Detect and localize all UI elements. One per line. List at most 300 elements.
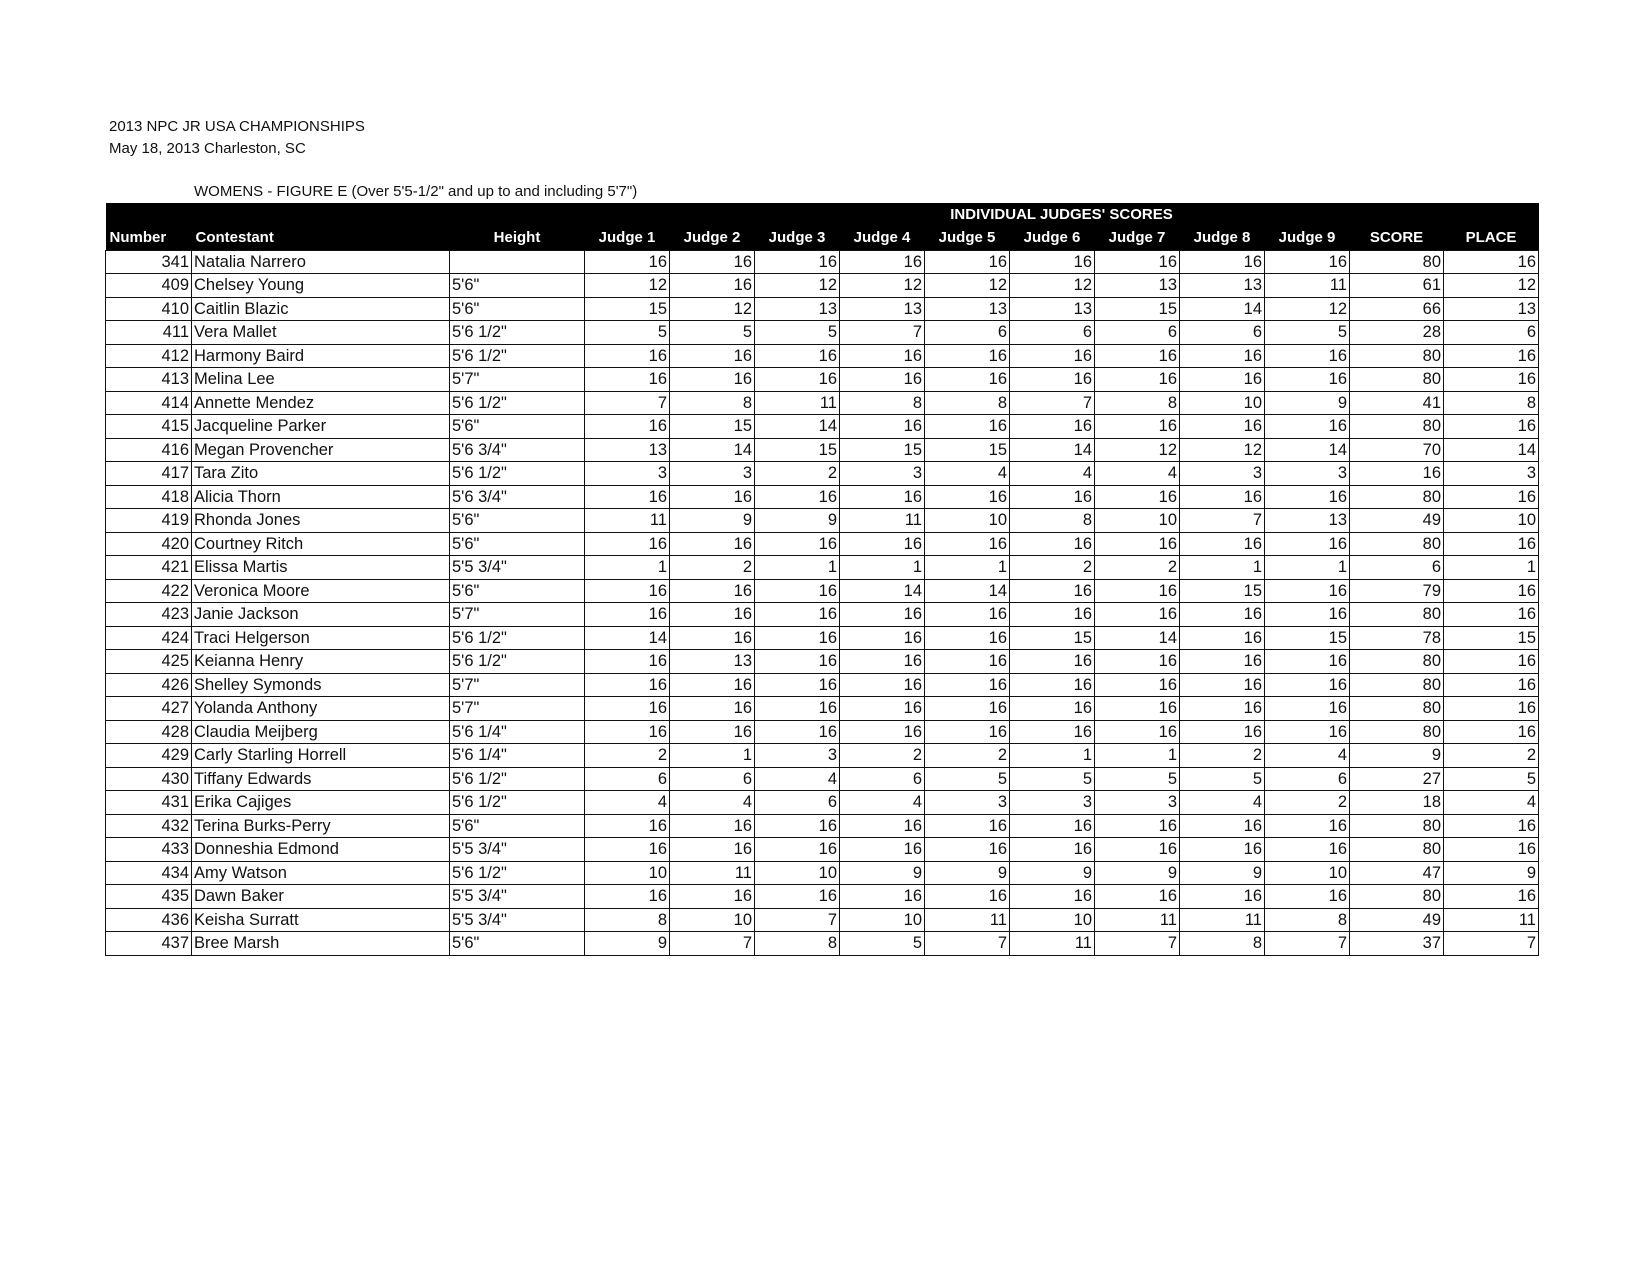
- contestant-number: 417: [106, 462, 192, 486]
- contestant-number: 412: [106, 344, 192, 368]
- contestant-height: 5'6": [450, 415, 585, 439]
- judge-9-score: 8: [1265, 908, 1350, 932]
- total-score: 80: [1350, 603, 1444, 627]
- total-score: 78: [1350, 626, 1444, 650]
- judge-2-score: 2: [670, 556, 755, 580]
- contestant-height: 5'6": [450, 814, 585, 838]
- judge-3-score: 16: [755, 579, 840, 603]
- contestant-height: 5'7": [450, 603, 585, 627]
- table-row: [106, 415, 1539, 439]
- contestant-number: 425: [106, 650, 192, 674]
- contestant-height: 5'7": [450, 368, 585, 392]
- column-header-judge-8: Judge 8: [1180, 226, 1265, 250]
- judge-4-score: 16: [840, 814, 925, 838]
- judge-8-score: 6: [1180, 321, 1265, 345]
- judge-6-score: 4: [1010, 462, 1095, 486]
- judge-9-score: 16: [1265, 650, 1350, 674]
- contestant-height: 5'5 3/4": [450, 556, 585, 580]
- place: 16: [1444, 720, 1539, 744]
- judge-8-score: 7: [1180, 509, 1265, 533]
- contestant-height: 5'7": [450, 697, 585, 721]
- judge-4-score: 16: [840, 250, 925, 274]
- judge-6-score: 10: [1010, 908, 1095, 932]
- total-score: 80: [1350, 250, 1444, 274]
- judge-1-score: 10: [585, 861, 670, 885]
- judge-2-score: 16: [670, 885, 755, 909]
- contestant-number: 410: [106, 297, 192, 321]
- table-row: [106, 673, 1539, 697]
- judge-7-score: 16: [1095, 415, 1180, 439]
- judge-3-score: 16: [755, 650, 840, 674]
- contestant-height: 5'6 3/4": [450, 485, 585, 509]
- contestant-name: Bree Marsh: [192, 932, 450, 956]
- total-score: 80: [1350, 344, 1444, 368]
- judge-8-score: 16: [1180, 697, 1265, 721]
- judge-7-score: 7: [1095, 932, 1180, 956]
- judge-7-score: 16: [1095, 368, 1180, 392]
- judge-3-score: 15: [755, 438, 840, 462]
- table-row: [106, 368, 1539, 392]
- contestant-height: 5'7": [450, 673, 585, 697]
- judge-5-score: 16: [925, 485, 1010, 509]
- contestant-height: 5'6 1/2": [450, 626, 585, 650]
- judge-1-score: 3: [585, 462, 670, 486]
- judge-2-score: 11: [670, 861, 755, 885]
- judge-8-score: 2: [1180, 744, 1265, 768]
- total-score: 80: [1350, 485, 1444, 509]
- judge-6-score: 9: [1010, 861, 1095, 885]
- contestant-height: 5'6 1/2": [450, 321, 585, 345]
- judge-8-score: 13: [1180, 274, 1265, 298]
- judge-7-score: 14: [1095, 626, 1180, 650]
- judge-4-score: 16: [840, 673, 925, 697]
- judge-4-score: 7: [840, 321, 925, 345]
- judge-3-score: 16: [755, 720, 840, 744]
- judge-3-score: 16: [755, 368, 840, 392]
- place: 11: [1444, 908, 1539, 932]
- judge-2-score: 16: [670, 626, 755, 650]
- judge-9-score: 3: [1265, 462, 1350, 486]
- judge-4-score: 16: [840, 838, 925, 862]
- judge-1-score: 14: [585, 626, 670, 650]
- judge-5-score: 16: [925, 368, 1010, 392]
- contestant-height: 5'6": [450, 579, 585, 603]
- judge-9-score: 16: [1265, 673, 1350, 697]
- judge-7-score: 12: [1095, 438, 1180, 462]
- judge-2-score: 16: [670, 368, 755, 392]
- table-row: [106, 791, 1539, 815]
- judge-4-score: 16: [840, 485, 925, 509]
- contestant-number: 419: [106, 509, 192, 533]
- judge-9-score: 16: [1265, 697, 1350, 721]
- judge-7-score: 2: [1095, 556, 1180, 580]
- judge-7-score: 15: [1095, 297, 1180, 321]
- contestant-name: Rhonda Jones: [192, 509, 450, 533]
- judge-6-score: 6: [1010, 321, 1095, 345]
- table-row: [106, 744, 1539, 768]
- judge-4-score: 16: [840, 368, 925, 392]
- contestant-name: Amy Watson: [192, 861, 450, 885]
- place: 16: [1444, 485, 1539, 509]
- judge-9-score: 16: [1265, 415, 1350, 439]
- contestant-number: 421: [106, 556, 192, 580]
- contestant-name: Annette Mendez: [192, 391, 450, 415]
- table-row: [106, 391, 1539, 415]
- judge-9-score: 10: [1265, 861, 1350, 885]
- column-header-judge-1: Judge 1: [585, 226, 670, 250]
- judge-5-score: 15: [925, 438, 1010, 462]
- judge-5-score: 9: [925, 861, 1010, 885]
- judge-7-score: 16: [1095, 814, 1180, 838]
- judge-4-score: 8: [840, 391, 925, 415]
- judge-8-score: 16: [1180, 885, 1265, 909]
- judge-7-score: 16: [1095, 344, 1180, 368]
- judge-4-score: 1: [840, 556, 925, 580]
- contestant-height: 5'6 1/2": [450, 391, 585, 415]
- contestant-height: 5'6 1/2": [450, 791, 585, 815]
- judge-2-score: 14: [670, 438, 755, 462]
- table-row: [106, 932, 1539, 956]
- judge-7-score: 4: [1095, 462, 1180, 486]
- judge-2-score: 10: [670, 908, 755, 932]
- judge-3-score: 16: [755, 344, 840, 368]
- column-header-judge-7: Judge 7: [1095, 226, 1180, 250]
- judge-8-score: 16: [1180, 485, 1265, 509]
- judge-4-score: 16: [840, 626, 925, 650]
- table-row: [106, 626, 1539, 650]
- total-score: 16: [1350, 462, 1444, 486]
- judge-2-score: 4: [670, 791, 755, 815]
- judge-8-score: 15: [1180, 579, 1265, 603]
- judge-9-score: 16: [1265, 603, 1350, 627]
- judge-4-score: 16: [840, 415, 925, 439]
- judge-7-score: 8: [1095, 391, 1180, 415]
- total-score: 49: [1350, 908, 1444, 932]
- judge-4-score: 10: [840, 908, 925, 932]
- table-row: [106, 767, 1539, 791]
- contestant-number: 432: [106, 814, 192, 838]
- total-score: 47: [1350, 861, 1444, 885]
- judge-6-score: 14: [1010, 438, 1095, 462]
- table-row: [106, 885, 1539, 909]
- judge-3-score: 6: [755, 791, 840, 815]
- judge-4-score: 4: [840, 791, 925, 815]
- column-header-height: Height: [450, 226, 585, 250]
- judge-5-score: 12: [925, 274, 1010, 298]
- judge-8-score: 5: [1180, 767, 1265, 791]
- judge-2-score: 7: [670, 932, 755, 956]
- contestant-name: Janie Jackson: [192, 603, 450, 627]
- judge-9-score: 13: [1265, 509, 1350, 533]
- judge-5-score: 16: [925, 838, 1010, 862]
- contestant-height: 5'6": [450, 509, 585, 533]
- judge-3-score: 16: [755, 626, 840, 650]
- contestant-name: Jacqueline Parker: [192, 415, 450, 439]
- contestant-number: 409: [106, 274, 192, 298]
- judge-8-score: 1: [1180, 556, 1265, 580]
- judge-1-score: 16: [585, 579, 670, 603]
- judge-2-score: 16: [670, 603, 755, 627]
- column-header-judge-6: Judge 6: [1010, 226, 1095, 250]
- contestant-number: 435: [106, 885, 192, 909]
- contestant-name: Claudia Meijberg: [192, 720, 450, 744]
- judge-6-score: 16: [1010, 650, 1095, 674]
- place: 12: [1444, 274, 1539, 298]
- judge-3-score: 2: [755, 462, 840, 486]
- judge-5-score: 13: [925, 297, 1010, 321]
- judge-2-score: 6: [670, 767, 755, 791]
- judge-7-score: 16: [1095, 673, 1180, 697]
- contestant-name: Alicia Thorn: [192, 485, 450, 509]
- judge-7-score: 16: [1095, 697, 1180, 721]
- judge-7-score: 3: [1095, 791, 1180, 815]
- place: 16: [1444, 368, 1539, 392]
- judge-4-score: 16: [840, 720, 925, 744]
- judge-1-score: 13: [585, 438, 670, 462]
- contestant-height: 5'6 3/4": [450, 438, 585, 462]
- judge-2-score: 9: [670, 509, 755, 533]
- contestant-height: 5'5 3/4": [450, 885, 585, 909]
- contestant-height: 5'5 3/4": [450, 908, 585, 932]
- judge-4-score: 16: [840, 650, 925, 674]
- contestant-height: 5'6": [450, 297, 585, 321]
- judge-3-score: 1: [755, 556, 840, 580]
- judge-3-score: 16: [755, 697, 840, 721]
- place: 16: [1444, 579, 1539, 603]
- total-score: 70: [1350, 438, 1444, 462]
- table-row: [106, 297, 1539, 321]
- contestant-name: Shelley Symonds: [192, 673, 450, 697]
- judge-1-score: 2: [585, 744, 670, 768]
- table-row: [106, 814, 1539, 838]
- judge-3-score: 16: [755, 673, 840, 697]
- contestant-name: Megan Provencher: [192, 438, 450, 462]
- judge-5-score: 16: [925, 885, 1010, 909]
- contestant-height: 5'6 1/2": [450, 861, 585, 885]
- total-score: 66: [1350, 297, 1444, 321]
- table-row: [106, 603, 1539, 627]
- judge-1-score: 16: [585, 532, 670, 556]
- judge-8-score: 12: [1180, 438, 1265, 462]
- judge-9-score: 16: [1265, 579, 1350, 603]
- judge-6-score: 3: [1010, 791, 1095, 815]
- judge-3-score: 5: [755, 321, 840, 345]
- judges-group-header: [585, 203, 1539, 226]
- place: 2: [1444, 744, 1539, 768]
- judge-6-score: 16: [1010, 673, 1095, 697]
- contestant-number: 424: [106, 626, 192, 650]
- judge-6-score: 16: [1010, 814, 1095, 838]
- judge-3-score: 10: [755, 861, 840, 885]
- judge-5-score: 16: [925, 720, 1010, 744]
- judge-1-score: 16: [585, 814, 670, 838]
- judge-2-score: 3: [670, 462, 755, 486]
- judge-3-score: 13: [755, 297, 840, 321]
- judge-1-score: 16: [585, 250, 670, 274]
- contestant-name: Traci Helgerson: [192, 626, 450, 650]
- judge-1-score: 4: [585, 791, 670, 815]
- place: 16: [1444, 814, 1539, 838]
- judge-6-score: 8: [1010, 509, 1095, 533]
- contestant-number: 415: [106, 415, 192, 439]
- column-header-judge-4: Judge 4: [840, 226, 925, 250]
- contestant-number: 414: [106, 391, 192, 415]
- column-header-judge-3: Judge 3: [755, 226, 840, 250]
- table-row: [106, 438, 1539, 462]
- table-row: [106, 462, 1539, 486]
- judge-3-score: 16: [755, 485, 840, 509]
- judge-9-score: 6: [1265, 767, 1350, 791]
- table-row: [106, 720, 1539, 744]
- judge-2-score: 16: [670, 274, 755, 298]
- judge-4-score: 16: [840, 344, 925, 368]
- column-header-judge-9: Judge 9: [1265, 226, 1350, 250]
- judge-8-score: 10: [1180, 391, 1265, 415]
- contestant-name: Natalia Narrero: [192, 250, 450, 274]
- table-row: [106, 697, 1539, 721]
- judge-2-score: 12: [670, 297, 755, 321]
- contestant-number: 430: [106, 767, 192, 791]
- judge-7-score: 16: [1095, 250, 1180, 274]
- judge-4-score: 3: [840, 462, 925, 486]
- judge-8-score: 16: [1180, 368, 1265, 392]
- table-row: [106, 650, 1539, 674]
- judge-6-score: 16: [1010, 415, 1095, 439]
- judge-6-score: 16: [1010, 697, 1095, 721]
- judge-2-score: 16: [670, 814, 755, 838]
- judge-8-score: 16: [1180, 720, 1265, 744]
- judge-3-score: 4: [755, 767, 840, 791]
- contestant-name: Tara Zito: [192, 462, 450, 486]
- judge-1-score: 15: [585, 297, 670, 321]
- judge-8-score: 8: [1180, 932, 1265, 956]
- judge-9-score: 16: [1265, 838, 1350, 862]
- judge-5-score: 16: [925, 532, 1010, 556]
- judge-6-score: 11: [1010, 932, 1095, 956]
- place: 16: [1444, 650, 1539, 674]
- contestant-number: 427: [106, 697, 192, 721]
- contestant-name: Vera Mallet: [192, 321, 450, 345]
- judge-8-score: 16: [1180, 250, 1265, 274]
- judge-2-score: 1: [670, 744, 755, 768]
- total-score: 80: [1350, 650, 1444, 674]
- total-score: 28: [1350, 321, 1444, 345]
- judge-9-score: 5: [1265, 321, 1350, 345]
- judge-9-score: 14: [1265, 438, 1350, 462]
- judge-1-score: 9: [585, 932, 670, 956]
- total-score: 61: [1350, 274, 1444, 298]
- judge-2-score: 5: [670, 321, 755, 345]
- judge-8-score: 16: [1180, 814, 1265, 838]
- contestant-number: 434: [106, 861, 192, 885]
- judge-9-score: 16: [1265, 885, 1350, 909]
- contestant-name: Courtney Ritch: [192, 532, 450, 556]
- judge-9-score: 7: [1265, 932, 1350, 956]
- judge-6-score: 16: [1010, 838, 1095, 862]
- judge-7-score: 16: [1095, 885, 1180, 909]
- judge-1-score: 7: [585, 391, 670, 415]
- judge-5-score: 16: [925, 673, 1010, 697]
- judge-6-score: 12: [1010, 274, 1095, 298]
- table-row: [106, 556, 1539, 580]
- judge-8-score: 16: [1180, 673, 1265, 697]
- total-score: 80: [1350, 415, 1444, 439]
- judge-4-score: 13: [840, 297, 925, 321]
- contestant-number: 423: [106, 603, 192, 627]
- judge-3-score: 14: [755, 415, 840, 439]
- column-header-contestant: Contestant: [192, 226, 450, 250]
- judge-8-score: 16: [1180, 838, 1265, 862]
- column-header-judge-5: Judge 5: [925, 226, 1010, 250]
- judge-7-score: 16: [1095, 579, 1180, 603]
- judge-9-score: 2: [1265, 791, 1350, 815]
- judge-5-score: 16: [925, 344, 1010, 368]
- event-title: 2013 NPC JR USA CHAMPIONSHIPS: [109, 118, 365, 135]
- judge-1-score: 8: [585, 908, 670, 932]
- place: 15: [1444, 626, 1539, 650]
- place: 16: [1444, 344, 1539, 368]
- place: 16: [1444, 532, 1539, 556]
- contestant-height: 5'6": [450, 274, 585, 298]
- table-row: [106, 274, 1539, 298]
- judge-6-score: 13: [1010, 297, 1095, 321]
- contestant-height: 5'6 1/4": [450, 720, 585, 744]
- judge-7-score: 16: [1095, 603, 1180, 627]
- place: 6: [1444, 321, 1539, 345]
- contestant-name: Dawn Baker: [192, 885, 450, 909]
- table-row: [106, 908, 1539, 932]
- judge-6-score: 16: [1010, 885, 1095, 909]
- judge-9-score: 11: [1265, 274, 1350, 298]
- total-score: 80: [1350, 720, 1444, 744]
- place: 8: [1444, 391, 1539, 415]
- table-row: [106, 250, 1539, 274]
- table-row: [106, 344, 1539, 368]
- contestant-height: [450, 250, 585, 274]
- division-title: WOMENS - FIGURE E (Over 5'5-1/2" and up to and including 5'7"): [194, 183, 638, 200]
- judge-9-score: 9: [1265, 391, 1350, 415]
- total-score: 80: [1350, 673, 1444, 697]
- contestant-number: 429: [106, 744, 192, 768]
- judge-6-score: 7: [1010, 391, 1095, 415]
- judge-6-score: 16: [1010, 532, 1095, 556]
- judge-5-score: 16: [925, 697, 1010, 721]
- place: 16: [1444, 885, 1539, 909]
- judge-9-score: 16: [1265, 814, 1350, 838]
- place: 9: [1444, 861, 1539, 885]
- contestant-number: 411: [106, 321, 192, 345]
- document-header: [109, 116, 365, 160]
- contestant-name: Harmony Baird: [192, 344, 450, 368]
- contestant-height: 5'6": [450, 932, 585, 956]
- judge-1-score: 16: [585, 673, 670, 697]
- judge-1-score: 16: [585, 697, 670, 721]
- judge-4-score: 5: [840, 932, 925, 956]
- column-header-number: Number: [106, 226, 192, 250]
- judge-6-score: 16: [1010, 368, 1095, 392]
- judge-8-score: 4: [1180, 791, 1265, 815]
- judge-6-score: 16: [1010, 720, 1095, 744]
- judge-5-score: 6: [925, 321, 1010, 345]
- judge-4-score: 14: [840, 579, 925, 603]
- judge-8-score: 14: [1180, 297, 1265, 321]
- total-score: 80: [1350, 697, 1444, 721]
- judge-5-score: 1: [925, 556, 1010, 580]
- judge-8-score: 11: [1180, 908, 1265, 932]
- total-score: 80: [1350, 368, 1444, 392]
- contestant-number: 436: [106, 908, 192, 932]
- place: 16: [1444, 415, 1539, 439]
